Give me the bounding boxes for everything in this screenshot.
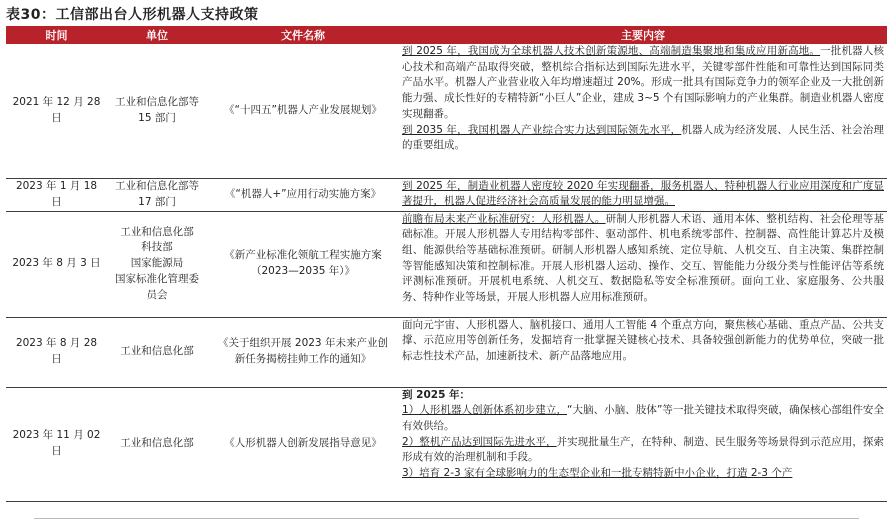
header-content: 主要内容 <box>399 26 887 44</box>
cell-content <box>399 178 887 211</box>
cell-doc: 《关于组织开展 2023 年未来产业创新任务揭榜挂帅工作的通知》 <box>207 317 399 387</box>
header-time: 时间 <box>6 26 107 44</box>
content-segment: 3）培育 2-3 家有全球影响力的生态型企业和一批专精特新中小企业，打造 2-3 个产 <box>402 467 793 480</box>
table-header-row <box>6 26 887 44</box>
cell-time: 2023 年 8 月 28 日 <box>6 317 107 387</box>
cell-content <box>399 211 887 317</box>
cell-doc: 《新产业标准化领航工程实施方案（2023—2035 年）》 <box>207 211 399 317</box>
header-doc: 文件名称 <box>207 26 399 44</box>
content-segment: “大脑、小脑、肢体”等一批关键技术取得突破，确保核心部组件安全有效供给。 <box>402 404 884 432</box>
unit-line: 国家能源局 <box>130 257 184 270</box>
content-segment: 到 2035 年，我国机器人产业综合实力达到国际领先水平， <box>402 123 682 136</box>
content-segment: 2）整机产品达到国际先进水平， <box>402 435 557 448</box>
content-segment: 到 2025 年，我国成为全球机器人技术创新策源地、高端制造集聚地和集成应用新高地。 <box>402 45 821 57</box>
content-segment: 面向元宇宙、人形机器人、脑机接口、通用人工智能 4 个重点方向，聚焦核心基础、重点产品、公共支撑、示范应用等创新任务，发掘培育一批掌握关键核心技术、具备较强创新能力的优势单位，突破一批标志性技术产品，加速新技术、新产品落地应用。 <box>402 318 884 362</box>
content-segment: 到 2025 年，制造业机器人密度较 2020 年实现翻番，服务机器人、特种机器人行业应用深度和广度显著提升，机器人促进经济社会高质量发展的能力明显增强。 <box>402 179 884 208</box>
content-segment: 研制人形机器人术语、通用本体、整机结构、社会伦理等基础标准。开展人形机器人专用结构零部件、驱动部件、机电系统零部件、控制器、高性能计算芯片及模组、能源供给等基础标准预研。研制人形机器人感知系统、定位导航、人机交互、自主决策、集群控制等智能感知决策和控制标准。开展人形机器人运动、操作、交互、智能能力分级分类与性能评估等系统评测标准预研。开展机电系统、人机交互、数据隐私等安全标准预研。面向工业、家庭服务、公共服务、特种作业等场景，开展人形机器人应用标准预研。 <box>402 212 885 304</box>
cell-unit <box>107 211 207 317</box>
cell-unit <box>107 317 207 387</box>
table-row <box>6 317 887 387</box>
content-segment: 1）人形机器人创新体系初步建立， <box>402 404 568 417</box>
cell-unit <box>107 44 207 178</box>
table-row <box>6 211 887 317</box>
cell-doc: 《“机器人+”应用行动实施方案》 <box>207 178 399 211</box>
table-row <box>6 178 887 211</box>
cell-content <box>399 317 887 387</box>
cell-doc: 《“十四五”机器人产业发展规划》 <box>207 44 399 178</box>
cell-time: 2023 年 8 月 3 日 <box>6 211 107 317</box>
unit-line: 工业和信息化部等 17 部门 <box>115 179 199 208</box>
unit-line: 工业和信息化部等 15 部门 <box>115 96 199 124</box>
content-segment: 前瞻布局未来产业标准研究：人形机器人。 <box>402 212 606 225</box>
content-segment: 到 2025 年： <box>402 388 471 401</box>
table-row <box>6 44 887 178</box>
cell-doc: 《人形机器人创新发展指导意见》 <box>207 387 399 501</box>
unit-line: 科技部 <box>141 241 173 254</box>
cell-content <box>399 44 887 178</box>
cell-time: 2021 年 12 月 28 日 <box>6 44 107 178</box>
content-segment: 机器人成为经济发展、人民生活、社会治理的重要组成。 <box>402 123 884 152</box>
unit-line: 工业和信息化部 <box>120 345 194 358</box>
content-segment: 一批机器人核心技术和高端产品取得突破，整机综合指标达到国际先进水平，关键零部件性能和可靠性达到国际同类产品水平。机器人产业营业收入年均增速超过 20%。形成一批具有国际竞争力的领军企业及一大批创新能力强、成长性好的专精特新“小巨人”企业，建成 3~5 个有国际影响力的产业集群。制造业机器人密度实现翻番。 <box>402 45 884 120</box>
unit-line: 国家标准化管理委员会 <box>115 272 199 301</box>
bottom-divider <box>34 518 859 519</box>
header-unit: 单位 <box>107 26 207 44</box>
content-segment: 并实现批量生产，在特种、制造、民生服务等场景得到示范应用，探索形成有效的治理机制和手段。 <box>402 435 884 464</box>
cell-content <box>399 387 887 501</box>
cell-time: 2023 年 1 月 18 日 <box>6 178 107 211</box>
cell-unit <box>107 387 207 501</box>
unit-line: 工业和信息化部 <box>120 225 194 238</box>
cell-time: 2023 年 11 月 02 日 <box>6 387 107 501</box>
table-title: 表30：工信部出台人形机器人支持政策 <box>6 7 259 23</box>
table-row <box>6 387 887 501</box>
unit-line: 工业和信息化部 <box>120 437 194 450</box>
table-body <box>6 44 887 501</box>
policy-table <box>6 26 887 502</box>
cell-unit <box>107 178 207 211</box>
